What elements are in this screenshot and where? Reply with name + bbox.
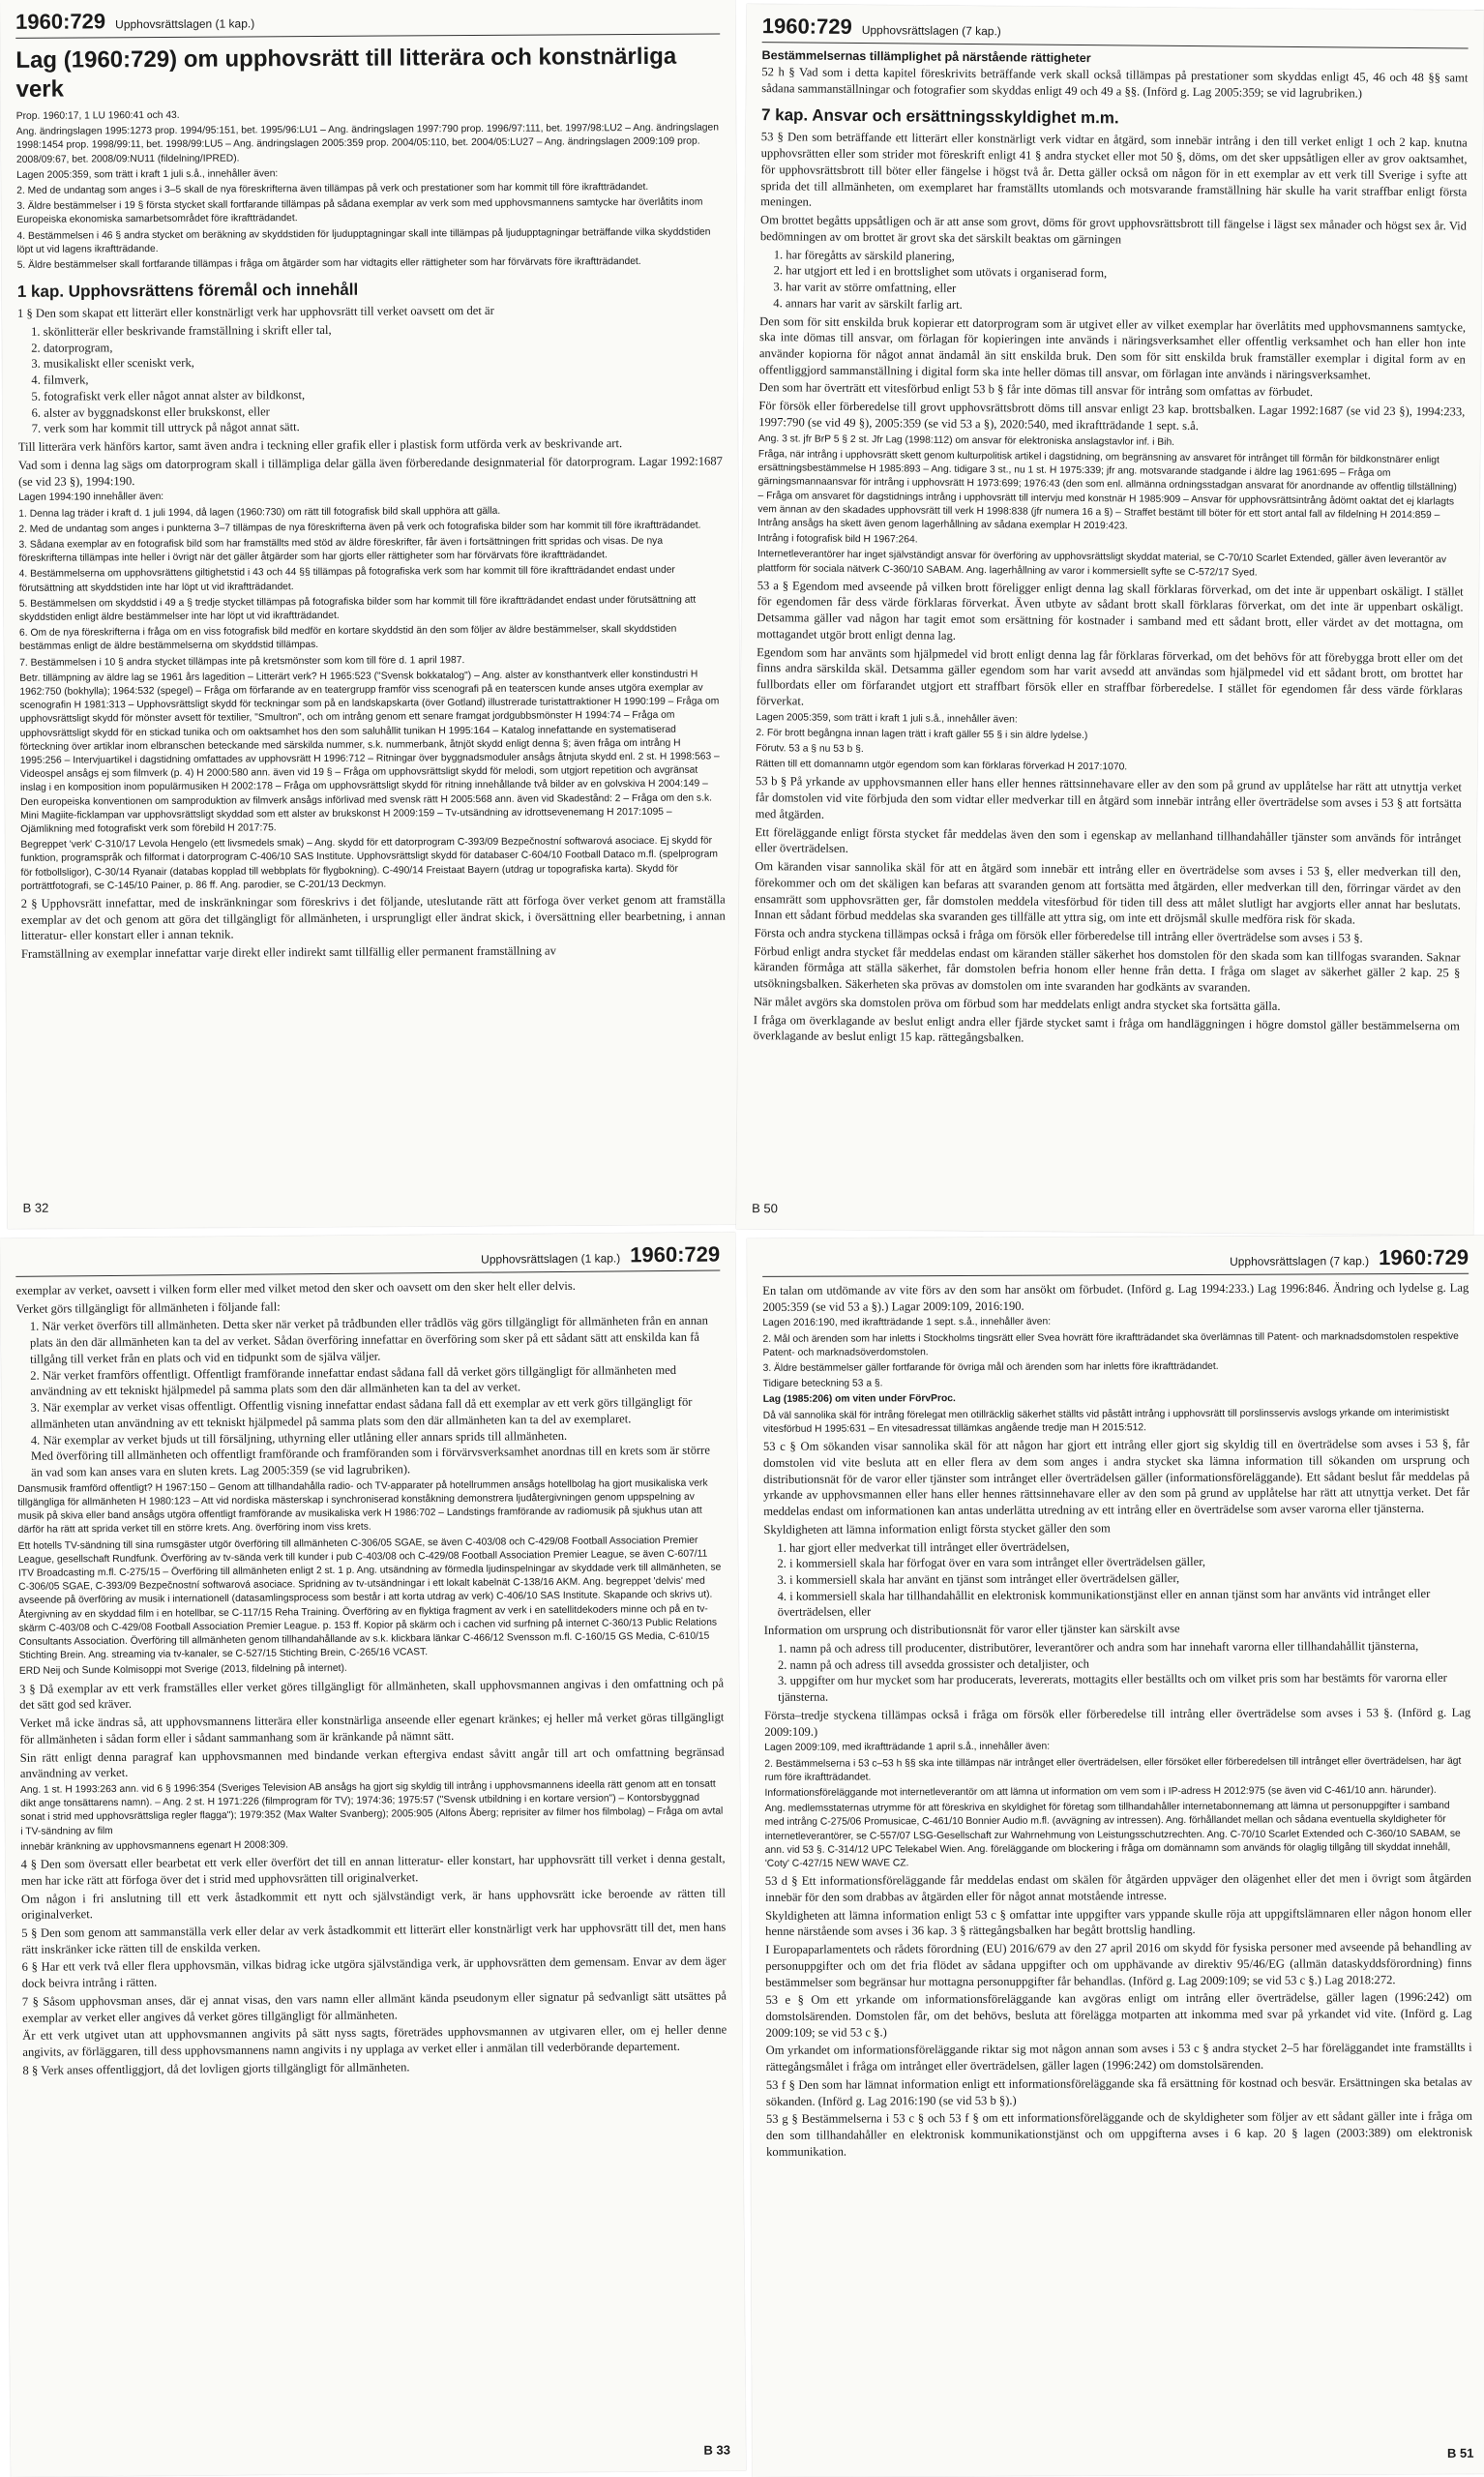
annotation: Lagen 1994:190 innehåller även: xyxy=(18,492,164,504)
preparatory-works: Prop. 1960:17, 1 LU 1960:41 och 43. xyxy=(15,109,180,122)
list-item: Med överföring till allmänheten och offentligt framförande och framföranden som i förvärvsverksamhet anordnas till en krets som är större än vad som kan anses vara en sluten krets. Lag 2005:359 (se vid lagrubriken). xyxy=(30,1443,710,1479)
running-title: Upphovsrättslagen (7 kap.) xyxy=(861,23,1001,39)
section-53: 53 § Den som beträffande ett litterärt eller konstnärligt verk vidtar en åtgärd, som innebär intrång i den till verket enligt 1 och 2 kap. knutna upphovsrätten eller som strider mot föreskrift enligt 41 § andra stycket eller mot 50 §, döms, om det sker uppsåtligen eller av grov oaktsamhet, för upphovsrättsbrott till böter eller fängelse i högst två år. Detta gäller också om någon för in ett exemplar av ett verk till Sverige i syfte att sprida det till allmänheten, om exemplaret har framställts utomlands och motsvarande framställning här skulle ha varit straffbar enligt första meningen. xyxy=(760,130,1468,209)
transition-note: 5. Äldre bestämmelser skall fortfarande tillämpas i fråga om åtgärder som har vidtagits eller rättigheter som har förvärvats före ikraftträdandet. xyxy=(16,255,641,271)
transition-note: Lagen 2005:359, som trätt i kraft 1 juli s.å., innehåller även: xyxy=(16,168,279,181)
section-53b: 53 b § På yrkande av upphovsmannen eller hans eller hennes rättsinnehavare eller av den som på grund av upplåtelse har rätt att utnyttja verket får domstolen vid vite förbjuda den som vidtar eller medverkar till en åtgärd som innebär intrång eller överträdelse som avses i 53 § att fortsätta med åtgärden. xyxy=(755,774,1463,821)
case-law: Ang. 1 st. H 1993:263 ann. vid 6 § 1996:354 (Sveriges Television AB ansågs ha gjort sig skyldig till intrång i upphovsmannens ideella rätt genom att en tonsatt dikt ange tonsättarens namn). – Ang. 2 st. H 1971:226 (filmprogram för TV); 1974:36; 1975:57 ("Svensk utbildning i en kortare version") – Kontorsbyggnad sonat i strid med upphovsrättsliga regler flagga"); 1979:352 (Max Walter Svanberg); 2005:905 (Alfons Åberg; reprisiter av filmer hos filmbolag) – Fråga om avtal i TV-sändning av film xyxy=(19,1778,724,1837)
paragraph: En talan om utdömande av vite förs av den som har ansökt om förbudet. (Införd g. Lag 1994:233.) Lag 1996:846. Ändring och lydelse g. Lag 2005:359 (se vid 53 a §).) Lagar 2009:109, 2016:190. xyxy=(762,1280,1469,1314)
annotation: ERD Neij och Sunde Kolmisoppi mot Sverige (2013, fildelning på internet). xyxy=(18,1663,347,1678)
list-item: 2. När verket framförs offentligt. Offentligt framförande innefattar endast sådana fall då verket görs tillgängligt för allmänheten med användning av ett tekniskt hjälpmedel på samma plats som den där allmänheten kan ta del av verket. xyxy=(30,1362,677,1399)
section-1-list xyxy=(17,319,723,437)
list-item: 3. i kommersiell skala har använt en tjänst som intrånget eller överträdelsen gäller, xyxy=(777,1571,1180,1587)
paragraph: Om yrkandet om informationsföreläggande riktar sig mot någon annan som avses i 53 c § andra stycket 2–5 har föreläggandet inte framställts i rättegångsmålet i fråga om intrånget eller överträdelsen, gäller lagen (1996:242) om domstolsärenden. xyxy=(765,2041,1472,2074)
page-number: B 32 xyxy=(22,1200,49,1215)
annotation: 3. Sådana exemplar av en fotografisk bild som har framställts med stöd av äldre föreskrifter, får även i fortsättningen fritt spridas och visas. De nya föreskrifterna tillämpas inte heller i övrigt när det gäller åtgärder som har gjorts eller rättigheter som har förvärvats före ikraftträdandet. xyxy=(18,535,664,565)
list-item: 2. har utgjort ett led i en brottslighet som utövats i organiserad form, xyxy=(773,263,1108,281)
paragraph: Förbud enligt andra stycket får meddelas endast om käranden ställer säkerhet hos domstolen för den skada som kan tillfogas svaranden. Saknar käranden förmåga att ställa säkerhet, får domstolen befria honom eller henne från detta. I fråga om slaget av säkerhet gäller 2 kap. 25 § utsökningsbalken. Säkerheten ska prövas av domstolen om inte svaranden har godkänts av svaranden. xyxy=(754,943,1461,995)
list-item: 1. När verket överförs till allmänheten. Detta sker när verket på trådbunden eller trådlös väg görs tillgängligt för allmänheten från en annan plats än den där allmänheten kan ta del av verket. Sådan överföring innefattar en överföring som sker på ett sådant sätt att enskilda kan få tillgång till verket från en plats och vid en tidpunkt som de själva väljer. xyxy=(29,1314,708,1366)
running-header xyxy=(762,14,1469,48)
list-item: 4. annars har varit av särskilt farlig art. xyxy=(773,296,963,312)
scanned-page-b51 xyxy=(747,1236,1484,2477)
list-item: 2. i kommersiell skala har förfogat över en vara som intrånget eller överträdelsen gäller, xyxy=(777,1555,1206,1571)
information-list xyxy=(764,1638,1470,1706)
annotation: 2. För brott begångna innan lagen trätt i kraft gäller 55 § i sin äldre lydelse.) xyxy=(756,727,1088,741)
list-item: 3. musikaliskt eller sceniskt verk, xyxy=(31,356,194,372)
list-item: 4. i kommersiell skala har tillhandahållit en elektronisk kommunikationstjänst eller en annan tjänst som har använts vid intrånget eller överträdelsen, eller xyxy=(777,1586,1431,1620)
paragraph: I Europaparlamentets och rådets förordning (EU) 2016/679 av den 27 april 2016 om skydd för fysiska personer med avseende på behandling av personuppgifter och om det fria flödet av sådana uppgifter och om upphävande av direktiv 95/46/EG (allmän dataskyddsförordning) finns bestämmelser som begränsar hur mottagna personuppgifter får behandlas. (Införd g. Lag 2009:109; se vid 53 c §.) Lag 2018:272. xyxy=(765,1939,1472,1989)
list-item: 2. namn på och adress till avsedda grossister och detaljister, och xyxy=(777,1656,1089,1672)
case-law: Betr. tillämpning av äldre lag se 1961 års lagedition – Litterärt verk? H 1965:523 ("Svensk bokkatalog") – Ang. alster av konsthantverk eller konstindustri H 1962:750 (bokhylla); 1964:532 (spegel) – Fråga om förfarande av en teatergrupp framför viss scenografi på en teaterscen kunde anses utgöra exemplar av scenografin H 1981:313 – Upphovsrättsligt skydd för teckningar som på en landskapskarta (över Gotland) illustrerade turistattraktioner H 1990:199 – Fråga om upphovsrättsligt skydd för mönster avsett för textilier, "Smultron", och om intrång genom ett senare framgat jordgubbsmönster H 1994:74 – Fråga om upphovsrättsligt skydd för en stickad tunika och om oaktsamhet hos den som saluhållit tunikan H 1995:164 – Katalog innefattande en systematiserad förteckning över artiklar inom elbranschen beteckande med särskilda nummer, s.k. nummerbank, åtnjöt skydd enligt denna §; även fråga om intrång H 1995:256 – Intervjuartikel i dagstidning omfattades av upphovsrätt H 1996:712 – Ritningar över byggnadsmoduler ansågs åtnjuta skydd enl. 2 st. H 1998:563 – Videospel ansågs ej som filmverk (p. 4) H 2000:580 ann. även vid 19 § – Fråga om upphovsrättsligt skydd för melodi, som utgjort repetition och avgränsat inslag i en komposition inom populärmusiken H 2002:178 – Fråga om upphovsrättsligt skydd för ritning innehållande två bilder av en golvskiva H 2004:149 – Den europeiska konventionen om samproduktion av filmverk ansågs införlivad med svensk rätt H 2005:568 ann. även vid Skadestånd: 2 – Fråga om den s.k. Mini Magiite-ficklampan var upphovsrättsligt skyddad som ett alster av brukskonst H 2009:159 – Tv-utsändning av idrottsevenemang H 2017:1095 – Ojämlikning med fotografiskt verk som förebild H 2017:75. xyxy=(19,669,720,835)
paragraph: Information om ursprung och distributionsnät för varor eller tjänster kan särskilt avse xyxy=(763,1622,1180,1638)
annotation: Intrång i fotografisk bild H 1967:264. xyxy=(757,533,918,546)
aggravation-list xyxy=(759,247,1467,317)
running-header xyxy=(15,1242,720,1277)
section-53a: 53 a § Egendom med avseende på vilken brott föreligger enligt denna lag skall förklaras förverkad, om det inte är uppenbart oskäligt. I stället för egendomen får dess värde förklaras förverkat. Även utbyte av sådant brott skall förklaras förverkat, om det inte är uppenbart oskäligt. Detsamma gäller vad någon har tagit emot som ersättning för kostnader i samband med ett sådant brott, eller värdet av det mottagna, om mottagandet utgör brott enligt denna lag. xyxy=(757,578,1464,642)
annotation: Lagen 2005:359, som trätt i kraft 1 juli s.å., innehåller även: xyxy=(756,711,1018,726)
paragraph: Den som har överträtt ett vitesförbud enligt 53 b § får inte dömas till ansvar för intrång som omfattas av förbudet. xyxy=(758,380,1314,400)
annotation: 5. Bestämmelsen om skyddstid i 49 a § tredje stycket tillämpas på fotografiska bilder som har kommit till före ikraftträdandet endast under förutsättning att skyddstiden enligt äldre bestämmelser inte har löpt ut vid ikraftträdandet. xyxy=(18,594,697,623)
annotation: 2. Mål och ärenden som har inletts i Stockholms tingsrätt eller Svea hovrätt före ikraftträdandet ska överlämnas till Patent- och marknadsdomstolen respektive Patent- och marknadsöverdomstolen. xyxy=(762,1330,1459,1358)
page-number: B 51 xyxy=(1446,2445,1474,2461)
law-number: 1960:729 xyxy=(15,9,106,34)
annotation: 2. Bestämmelserna i 53 c–53 h §§ ska inte tillämpas när intrånget eller överträdelsen, eller försöket eller förberedelsen till intrånget eller överträdelsen, har ägt rum före ikraftträdandet. xyxy=(764,1755,1462,1783)
annotation: Ang. 3 st. jfr BrP 5 § 2 st. Jfr Lag (1998:112) om ansvar för elektroniska anslagstavlor inf. i Bih. xyxy=(758,433,1175,448)
scanned-page-b33 xyxy=(0,1232,746,2477)
paragraph: Skyldigheten att lämna information enligt 53 c § omfattar inte uppgifter vars yppande skulle röja att uppgiftslämnaren eller någon honom eller henne närstående som avses i 36 kap. 3 § rättegångsbalken har begått brottslig handling. xyxy=(765,1905,1472,1939)
paragraph: Ett föreläggande enligt första stycket får meddelas även den som i egenskap av mellanhand tillhandahåller tjänster som används för intrånget eller överträdelsen. xyxy=(755,824,1462,856)
section-53g: 53 g § Bestämmelserna i 53 c § och 53 f § om ett informationsföreläggande och de skyldigheter som följer av ett sådant gäller inte i fråga om den som tillhandahåller en elektronisk kommunikationstjänst och om uppgifterna avses i 6 kap. 20 § lagen (2003:389) om elektronisk kommunikation. xyxy=(765,2109,1473,2159)
annotation: Förutv. 53 a § nu 53 b §. xyxy=(756,743,864,756)
paragraph: Om någon i fri anslutning till ett verk åstadkommit ett nytt och självständigt verk, är hans upphovsrätt icke beroende av rätten till originalverket. xyxy=(20,1886,726,1923)
running-header xyxy=(15,5,720,38)
law-title: Lag (1960:729) om upphovsrätt till litterära och konstnärliga verk xyxy=(15,43,677,103)
case-law: Fråga, när intrång i upphovsrätt skett genom kulturpolitisk artikel i dagstidning, om begränsning av ansvaret för intrånget till förmån för bildkonstnärer enligt ersättningsbestämmelse H 1985:893 – Ang. tidigare 3 st., nu 1 st. H 1975:339; jfr ang. motsvarande stadgande i äldre lag 1961:695 – Fråga om gärningsmannaansvar för intrång i upphovsrätt H 1973:699; 1976:43 (den som enl. allmänna ordningsstadgan ansvarat för anordnande av offentlig tillställning) – Fråga om ansvaret för dagstidnings intrång i upphovsrätt till intervju med konstnär H 1985:909 – Ansvar för upphovsrättsintrång ådömt oaktat det ej klarlagts vem ännan av den skadades upphovsrätt till verk H 1998:838 (jfr numera 16 a §) – Straffet bestämt till böter för ett stort antal fall av fildelning H 2014:859 – Intrång ansågs ha skett även genom lagerhållning av sådana exemplar H 2019:423. xyxy=(757,449,1457,532)
case-law: Då väl sannolika skäl för intrång förelegat men otillräcklig säkerhet ställts vid påstått intrång i upphovsrätt till porslinsservis avslogs yrkande om interimistiskt vitesförbud H 1995:631 – En vitesadressat tillämkas angående tredje man H 2015:512. xyxy=(762,1407,1449,1435)
annotation: Lagen 2009:109, med ikraftträdande 1 april s.å., innehåller även: xyxy=(764,1741,1051,1754)
section-6: 6 § Har ett verk två eller flera upphovsmän, vilkas bidrag icke utgöra självständiga verk, är upphovsrätten dem gemensam. Envar av dem äger dock beivra intrång i rätten. xyxy=(21,1954,727,1991)
section-3: 3 § Då exemplar av ett verk framställes eller verket göres tillgängligt för allmänheten, skall upphovsmannen angivas i den omfattning och på det sätt god sed kräver. xyxy=(19,1676,725,1713)
paragraph: Den som för sitt enskilda bruk kopierar ett datorprogram som är utgivet eller av vilket exemplar har överlåtits med upphovsmannens samtycke, ska inte dömas till ansvar, om förlagan för kopieringen inte används i näringsverksamhet eller offentlig verksamhet och han eller hon inte använder kopiorna för något annat ändamål än sitt enskilda bruk. Den som för sitt enskilda bruk framställer exemplar i digital form av en offentliggjord sammanställning i digital form ska inte heller dömas till ansvar, om förlagan inte används i näringsverksamhet. xyxy=(758,313,1467,382)
paragraph: Till litterära verk hänförs kartor, samt även andra i teckning eller grafik eller i plastisk form utförda verk av beskrivande art. xyxy=(17,436,623,455)
running-header xyxy=(762,1245,1469,1277)
list-item: 1. namn på och adress till producenter, distributörer, leverantörer och andra som har innehaft varorna eller tillhandahållit tjänsterna, xyxy=(777,1638,1419,1656)
amendment-list: Ang. ändringslagen 1995:1273 prop. 1994/95:151, bet. 1995/96:LU1 – Ang. ändringslagen 1997:790 prop. 1996/97:111, bet. 1997/98:LU2 – Ang. ändringslagen 1998:1454 prop. 1998/99:11, bet. 1998/99:LU5 – Ang. ändringslagen 2005:359 prop. 2004/05:110, bet. 2004/05:LU27 – Ang. ändringslagen 2009:109 prop. 2008/09:67, bet. 2008/09:NU11 (fildelning/IPRED). xyxy=(15,122,720,165)
paragraph: Framställning av exemplar innefattar varje direkt eller indirekt samt tillfällig eller permanent framställning av xyxy=(20,943,556,962)
case-law: Dansmusik framförd offentligt? H 1967:150 – Genom att tillhandahålla radio- och TV-apparater på hotellrummen ansågs hotellbolag ha gjort musikaliska verk tillgängliga för allmänheten H 1980:123 – Att vid nordiska mästerskap i synchroniserad konståkning demonstrera ljudåtergivningen genom uppspelning av musik på skiva eller band ansågs utgöra offentligt framförande av musikaliska verk H 1986:702 – Landstings framförande av radiomusik på sjukhus utan att därför ha rätt att sprida verket till en större krets. Ang. överföring inom viss krets. xyxy=(17,1477,708,1537)
section-2: 2 § Upphovsrätt innefattar, med de inskränkningar som föreskrivs i det följande, uteslutande rätt att förfoga över verket genom att framställa exemplar av det och genom att göra det tillgängligt för allmänheten, i ursprungligt eller ändrat skick, i översättning eller bearbetning, i annan litteratur- eller konstart eller i annan teknik. xyxy=(20,892,726,943)
page-number: B 33 xyxy=(703,2442,731,2458)
list-item: 4. filmverk, xyxy=(31,373,89,387)
page-number: B 50 xyxy=(752,1201,778,1216)
paragraph: Om brottet begåtts uppsåtligen och är att anse som grovt, döms för grovt upphovsrättsbrott till fängelse i lägst sex månader och högst sex år. Vid bedömningen av om brottet är grovt ska det särskilt beaktas om gärningen xyxy=(759,213,1468,247)
paragraph: Första–tredje styckena tillämpas också i fråga om försök eller förberedelse till intrång eller överträdelse som avses i 53 §. (Införd g. Lag 2009:109.) xyxy=(764,1705,1471,1739)
list-item: 1. har gjort eller medverkat till intrånget eller överträdelsen, xyxy=(777,1539,1070,1555)
annotation: 1. Denna lag träder i kraft d. 1 juli 1994, då lagen (1960:730) om rätt till fotografisk bild skall upphöra att gälla. xyxy=(18,505,501,520)
list-item: 1. har föregåtts av särskild planering, xyxy=(773,247,955,263)
list-item: 1. skönlitterär eller beskrivande framställning i skrift eller tal, xyxy=(31,322,332,339)
chapter-heading: 1 kap. Upphovsrättens föremål och innehåll xyxy=(16,280,359,302)
paragraph: Sin rätt enligt denna paragraf kan upphovsmannen med bindande verkan eftergiva endast såvitt angår till art och omfattning begränsad användning av verket. xyxy=(19,1745,725,1781)
eu-case-law: Internetleverantörer har inget självständigt ansvar för överföring av upphovsrättsligt skyddat material, se C-70/10 Scarlet Extended, gäller även leverantör av plattform för sociala nätverk C-360/10 SABAM. Ang. lagerhållning av varor i kommersiellt syfte se C-572/17 Syed. xyxy=(757,549,1447,579)
scanned-page-b32 xyxy=(0,0,743,1229)
paragraph: Verket må icke ändras så, att upphovsmannens litterära eller konstnärliga anseende eller egenart kränkes; ej heller må verket göras tillgängligt för allmänheten i sådan form eller i sådant sammanhang som är kränkande på nämnt sätt. xyxy=(19,1710,725,1746)
eu-case-law: Ang. medlemsstaternas utrymme för att föreskriva en skyldighet för företag som tillhandahåller internetabonnemang att lämna ut personuppgifter i samband med intrång C-275/06 Promusicae, C-461/10 Bonnier Audio m.fl. (avvägning av intressen). Ang. förhållandet mellan och sådana eventuella skyldigheter för internetleverantörer, se C-557/07 LSG-Gesellschaft zur Wahrnehmung von Leistungsschutzrechten. Ang. C-70/10 Scarlet Extended och C-360/10 SABAM, se ann. vid 53 §. C-314/12 UPC Telekabel Wien. Ang. föreläggande om blockering i fråga om domännamn som används för olaglig tillgång till skyddat innehåll, 'Coty' C-427/15 NEW WAVE CZ. xyxy=(764,1800,1461,1869)
section-53c: 53 c § Om sökanden visar sannolika skäl för att någon har gjort ett intrång eller gjort sig skyldig till en överträdelse som avses i 53 §, får domstolen vid vite besluta att en eller flera av dem som anges i andra stycket ska lämna information till sökanden om ursprung och distributionsnät för de varor eller tjänster som intrånget eller överträdelsen gäller (informationsföreläggande). Ett sådant beslut får meddelas på yrkande av upphovsmannen eller hans eller hennes rättsinnehavare eller av den som på grund av upplåtelse har rätt att utnyttja verket. Det får meddelas endast om informationen kan antas underlätta utredning av ett intrång eller en överträdelse som avser varorna eller tjänsterna. xyxy=(762,1436,1470,1518)
running-title: Upphovsrättslagen (1 kap.) xyxy=(481,1251,621,1267)
eu-case-law: Ett hotells TV-sändning till sina rumsgäster utgör överföring till allmänheten C-306/05 SGAE, se även C-403/08 och C-429/08 Football Association Premier League, gesellschaft Rundfunk. Överföring av tv-sända verk till kunder i pub C-403/08 och C-429/08 Football Association Premier League, se även C-607/11 ITV Broadcasting m.fl. C-275/15 – Överföring till allmänheten enligt 2 st. 1 p. Ang. utsändning av förmedla ljudinspelningar av skyddade verk till allmänheten, se C-306/05 SGAE, C-393/09 Bezpečnostní softwarová asociace. Spridning av tv-utsändningar i ett lokalt kabelnät C-138/16 AKM. Ang. begreppet 'delvis' med avseende på överföring av musik i internationell (datasamlingsprocess som består i att korta utdrag av verk) C-406/10 SAS Institute. Skapande och skrivs ut). Återgivning av en skyddad film i en hotellbar, se C-117/15 Reha Training. Överföring av en flyktiga fragment av verk i en satellitdekoders minne och på en tv-skärm C-403/08 och C-429/08 Football Association Premier League. p. 153 ff. Kopior på skärm och i cachen vid surfning på internet C-360/13 Public Relations Consultants Association. Överföring till allmänheten genom tillhandahållande av s.k. klickbara länkar C-466/12 Svensson m.fl. C-160/15 GS Media, C-610/15 Stichting Brein. Ang. streaming via tv-kanaler, se C-527/15 Stichting Brein, C-265/16 VCAST. xyxy=(17,1535,722,1662)
paragraph: Vad som i denna lag sägs om datorprogram skall i tillämpliga delar gälla även förberedande designmaterial för datorprogram. Lagar 1992:1687 (se vid 23 §), 1994:190. xyxy=(17,454,723,489)
section-53e: 53 e § Om ett yrkande om informationsföreläggande kan avgöras enligt om intrång eller överträdelse, gäller lagen (1996:242) om domstolsärenden. Domstolen får, om det behövs, besluta att förelägga motparten att inkomma med svar på yrkandet vid vite. (Införd g. Lag 2009:109; se vid 53 c §.) xyxy=(765,1990,1472,2040)
paragraph: Egendom som har använts som hjälpmedel vid brott enligt denna lag får förklaras förverkad, om det behövs för att förebygga brott eller om det finns andra särskilda skäl. Detsamma gäller egendom som har varit avsedd att användas som hjälpmedel vid ett sådant brott, om brottet har fullbordats eller om förfarandet utgjort ett straffbart försök eller en straffbar förberedelse. I stället för egendomen får dess värde förklaras förverkat. xyxy=(756,644,1464,708)
list-item: 3. När exemplar av verket visas offentligt. Offentlig visning innefattar endast sådana fall då ett exemplar av ett verk görs tillgängligt för allmänheten utan användning av ett tekniskt hjälpmedel på samma plats som den där allmänheten kan ta del av exemplaret. xyxy=(30,1394,693,1431)
law-number: 1960:729 xyxy=(761,14,852,39)
list-item: 2. datorprogram, xyxy=(31,340,113,355)
list-item: 7. verk som har kommit till uttryck på något annat sätt. xyxy=(31,420,300,436)
paragraph: I fråga om överklagande av beslut enligt andra eller fjärde stycket samt i fråga om handläggningen i högre domstol gäller bestämmelserna om överklagande av beslut enligt 15 kap. rättegångsbalken. xyxy=(753,1012,1460,1045)
obligation-list xyxy=(763,1537,1469,1621)
annotation: Rätten till ett domannamn utgör egendom som kan förklaras förverkad H 2017:1070. xyxy=(756,759,1128,773)
subheading: Bestämmelsernas tillämplighet på närstående rättigheter xyxy=(761,48,1091,66)
chapter-heading: 7 kap. Ansvar och ersättningsskyldighet m.m. xyxy=(760,105,1119,128)
section-5: 5 § Den som genom att sammanställa verk eller delar av verk åstadkommit ett litterärt eller konstnärligt verk har upphovsrätt till det, men hans rätt inskränker icke rätten till de enskilda verken. xyxy=(21,1920,727,1956)
paragraph: Första och andra styckena tillämpas också i fråga om försök eller förberedelse till intrång eller överträdelse som avses i 53 §. xyxy=(754,926,1363,945)
section-1: 1 § Den som skapat ett litterärt eller konstnärligt verk har upphovsrätt till verket oavsett om det är xyxy=(16,304,494,321)
transition-note: 2. Med de undantag som anges i 3–5 skall de nya föreskrifterna även tillämpas på verk och prestationer som har kommit till före ikraftträdandet. xyxy=(16,181,649,196)
list-item: 4. När exemplar av verket bjuds ut till försäljning, uthyrning eller utlåning eller annars sprids till allmänheten. xyxy=(30,1428,568,1447)
list-item: 5. fotografiskt verk eller något annat alster av bildkonst, xyxy=(31,387,306,403)
availability-list xyxy=(16,1313,722,1481)
paragraph: För försök eller förberedelse till grovt upphovsrättsbrott döms till ansvar enligt 23 kap. brottsbalken. Lagar 1992:1687 (se vid 23 §), 1994:233, 1997:790 (se vid 49 §), 2005:359 (se vid 53 a §), 2020:540, med ikraftträdande 1 sept. s.å. xyxy=(758,399,1466,433)
section-4: 4 § Den som översatt eller bearbetat ett verk eller överfört det till en annan litteratur- eller konstart, har upphovsrätt till verket i denna gestalt, men har icke rätt att förfoga över det i strid med upphovsrätten till originalverket. xyxy=(20,1851,726,1888)
annotation: 6. Om de nya föreskrifterna i fråga om en viss fotografisk bild medför en kortare skyddstid än den som följer av äldre bestämmelser, skall skyddstiden bestämmas enligt de äldre bestämmelserna om skyddstid tillämpas. xyxy=(18,623,677,653)
paragraph: exemplar av verket, oavsett i vilken form eller med vilket metod den sker och oavsett om den sker helt eller delvis. xyxy=(15,1278,576,1298)
case-law: Informationsföreläggande mot internetleverantör om att lämna ut information om vem som i IP-adress H 2012:975 (se även vid C-461/10 ann. härunder). xyxy=(764,1784,1437,1799)
annotation: 4. Bestämmelserna om upphovsrättens giltighetstid i 43 och 44 §§ tillämpas på fotografiska verk som har kommit till före ikraftträdandet endast under förutsättning att skyddstiden inte har löpt ut vid ikraftträdandet. xyxy=(18,565,675,594)
section-52h: 52 h § Vad som i detta kapitel föreskrivits beträffande verk skall också tillämpas på prestationer som skyddas enligt 45, 46 och 48 §§ samt sådana sammanställningar och fotografier som skyddas enligt 49 och 49 a §§. (Införd g. Lag 2005:359; se vid lagrubriken.) xyxy=(761,65,1469,101)
law-number: 1960:729 xyxy=(1379,1244,1469,1270)
paragraph: Om käranden visar sannolika skäl för att en åtgärd som innebär ett intrång eller en överträdelse som avses i 53 §, eller medverkan till den, förekommer och om det skäligen kan befaras att svaranden genom att fortsätta med åtgärden, eller medverkan till den, förringar värdet av den ensamrätt som upphovsrätten ger, får domstolen meddela vitesförbud för tiden till dess att målet slutligt har avgjorts eller annat har beslutats. Innan ett sådant förbud meddelas ska svaranden ges tillfälle att yttra sig, om inte ett dröjsmål skulle medföra risk för skada. xyxy=(754,859,1462,927)
transition-note: 3. Äldre bestämmelser i 19 § första stycket skall fortfarande tillämpas på sådana exemplar av verk som med upphovsmannens samtycke har överlåtits inom Europeiska ekonomiska samarbetsområdet före ikraftträdandet. xyxy=(16,196,703,226)
case-law: innebär kränkning av upphovsmannens egenart H 2008:309. xyxy=(20,1839,289,1853)
list-item: 6. alster av byggnadskonst eller brukskonst, eller xyxy=(31,403,270,420)
section-8: 8 § Verk anses offentliggjort, då det lovligen gjorts tillgängligt för allmänheten. xyxy=(22,2060,410,2077)
paragraph: När målet avgörs ska domstolen pröva om förbud som har meddelats enligt andra stycket ska fortsätta gälla. xyxy=(753,995,1281,1013)
law-number: 1960:729 xyxy=(630,1241,721,1268)
section-53d: 53 d § Ett informationsföreläggande får meddelas endast om skälen för åtgärden uppväger den olägenhet eller det men i övrigt som åtgärden innebär för den som drabbas av åtgärden eller för något annat motstående intresse. xyxy=(764,1870,1471,1904)
running-title: Upphovsrättslagen (1 kap.) xyxy=(115,16,255,32)
annotation: 2. Med de undantag som anges i punkterna 3–7 tillämpas de nya föreskrifterna även på verk och fotografiska bilder som har kommit till före ikraftträdandet. xyxy=(18,520,701,535)
annotation: Lagen 2016:190, med ikraftträdande 1 sept. s.å., innehåller även: xyxy=(762,1317,1052,1329)
annotation: 3. Äldre bestämmelser gäller fortfarande för övriga mål och ärenden som har inletts före ikraftträdandet. xyxy=(762,1360,1219,1375)
paragraph: Verket görs tillgängligt för allmänheten i följande fall: xyxy=(15,1299,281,1316)
transition-note: 4. Bestämmelsen i 46 § andra stycket om beräkning av skyddstiden för ljudupptagningar skall inte tillämpas på ljudupptagningar beträffande vilka skyddstiden löpt ut vid lagens ikraftträdande. xyxy=(16,226,711,255)
section-7: 7 § Såsom upphovsman anses, där ej annat visas, den vars namn eller allmänt kända pseudonym eller signatur på sedvanligt sätt utsättes på exemplar av verket eller angives då verket göres tillgängligt för allmänheten. xyxy=(21,1988,727,2025)
annotation: 7. Bestämmelsen i 10 § andra stycket tillämpas inte på kretsmönster som kom till före d. 1 april 1987. xyxy=(19,654,465,669)
running-title: Upphovsrättslagen (7 kap.) xyxy=(1230,1254,1370,1268)
annotation: Tidigare beteckning 53 a §. xyxy=(762,1378,883,1390)
paragraph: Skyldigheten att lämna information enligt första stycket gäller den som xyxy=(763,1521,1111,1537)
annotation-heading: Lag (1985:206) om viten under FörvProc. xyxy=(762,1393,956,1406)
list-item: 3. uppgifter om hur mycket som har producerats, levererats, mottagits eller beställts och om vilket pris som har bestämts för varorna eller tjänsterna. xyxy=(777,1671,1447,1704)
eu-case-law: Begreppet 'verk' C-310/17 Levola Hengelo (ett livsmedels smak) – Ang. skydd för ett datorprogram C-393/09 Bezpečnostní softwarová asociace. Ej skydd för funktion, programspråk och filformat i datorprogram C-406/10 SAS Institute. Upphovsrättsligt skydd för databaser C-604/10 Football Dataco m.fl. (spelprogram för fotbollsligor), C-30/14 Ryanair (databas kopplad till webbplats för flygbokning). C-490/14 Freistaat Bayern (utdrag ur topografiska karta). Skydd för porträttfotografi, se C-145/10 Painer, p. 86 ff. Ang. parodier, se C-201/13 Deckmyn. xyxy=(20,835,718,892)
scanned-page-b50 xyxy=(736,4,1484,1236)
paragraph: Är ett verk utgivet utan att upphovsmannen angivits på sätt nyss sagts, företrädes upphovsmannen av utgivaren eller, om ej heller denne angivits, av förläggaren, till dess upphovsmannens namn angivits i ny upplaga av verket eller i anmälan till vederbörande departement. xyxy=(22,2022,727,2059)
section-53f: 53 f § Den som har lämnat information enligt ett informationsföreläggande ska få ersättning för kostnad och besvär. Ersättningen ska betalas av sökanden. (Införd g. Lag 2016:190 (se vid 53 b §).) xyxy=(765,2074,1472,2108)
list-item: 3. har varit av större omfattning, eller xyxy=(773,280,957,295)
